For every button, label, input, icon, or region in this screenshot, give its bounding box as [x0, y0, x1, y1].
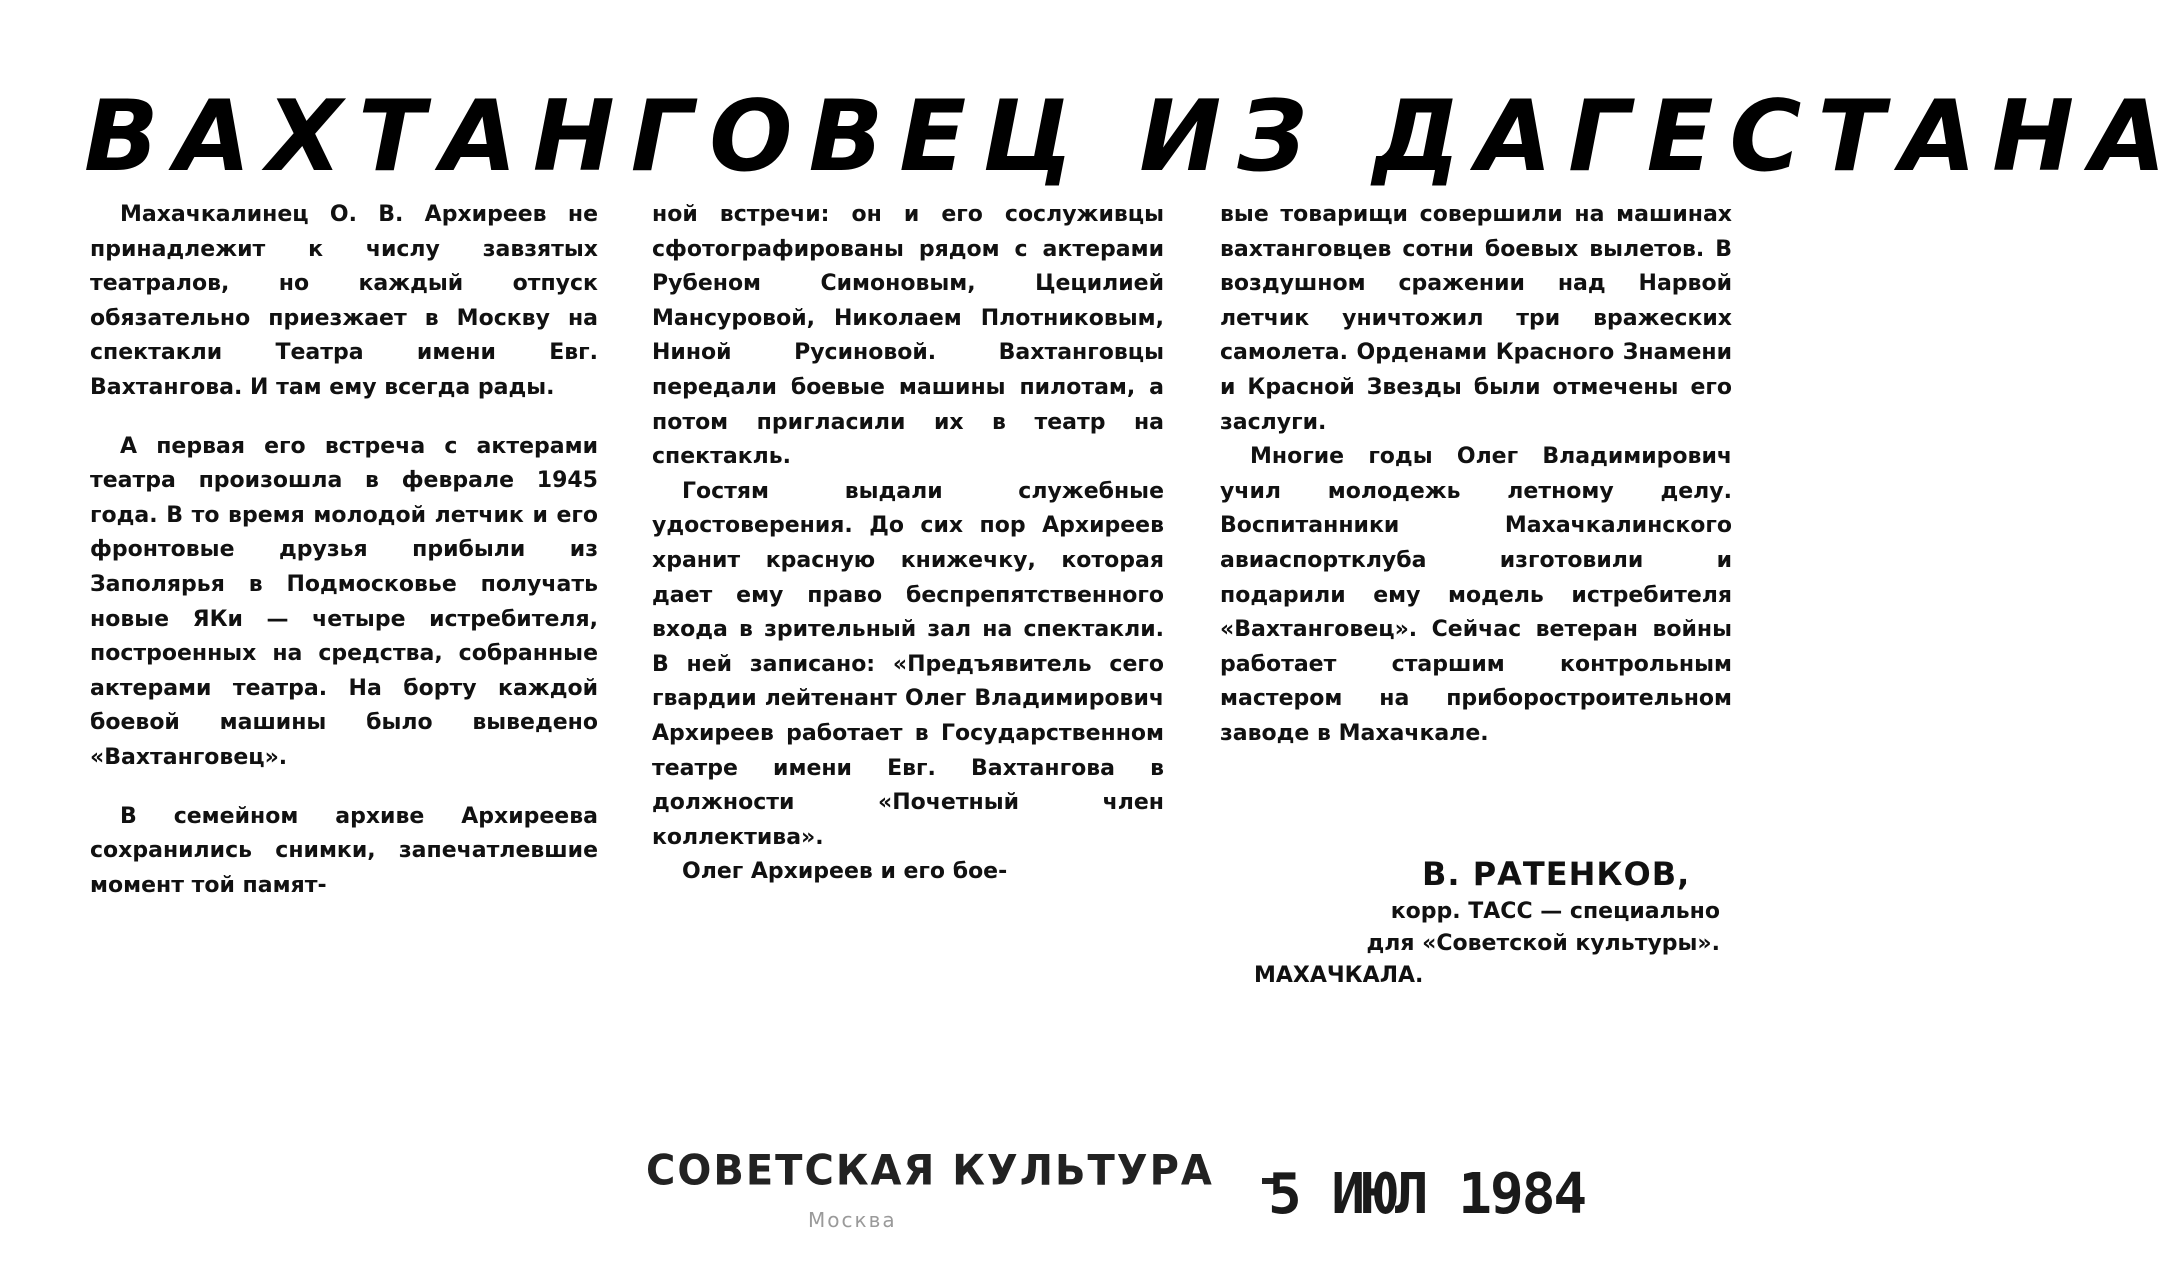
- article-column-1: [90, 198, 598, 903]
- date-stamp: 5 ИЮЛ 1984: [1268, 1162, 1586, 1227]
- byline-city: МАХАЧКАЛА.: [1254, 963, 1424, 988]
- article-column-2: [652, 198, 1164, 890]
- newspaper-stamp: СОВЕТСКАЯ КУЛЬТУРА: [646, 1146, 1214, 1196]
- paragraph-first-meeting: А первая его встреча с актерами театра произошла в феврале 1945 года. В то время молодой летчик и его фронтовые друзья прибыли из Заполярья в Подмосковье получать новые ЯКи — четыре истребителя, построенных на средства, собранные актерами театра. На борту каждой боевой машины было выведено «Вахтанговец».: [90, 433, 598, 770]
- paragraph-photos-continued: ной встречи: он и его сослуживцы сфотографированы рядом с актерами Рубеном Симоновым, Цецилией Мансуровой, Николаем Плотниковым, Ниной Русиновой. Вахтанговцы передали боевые машины пилотам, а потом пригласили их в театр на спектакль.: [652, 202, 1164, 470]
- paragraph-intro: Махачкалинец О. В. Архиреев не принадлежит к числу завзятых театралов, но каждый отпуск обязательно приезжает в Москву на спектакли Театра имени Евг. Вахтангова. И там ему всегда рады.: [90, 202, 598, 400]
- paragraph-teaching: Многие годы Олег Владимирович учил молодежь летному делу. Воспитанники Махачкалинского авиаспортклуба изготовили и подарили ему модель истребителя «Вахтанговец». Сейчас ветеран войны работает старшим контрольным мастером на приборостроительном заводе в Махачкале.: [1220, 444, 1732, 746]
- byline-author: В. РАТЕНКОВ,: [1422, 855, 1691, 893]
- byline-agency: корр. ТАСС — специально: [1390, 899, 1720, 924]
- paragraph-comrades: Олег Архиреев и его бое-: [682, 859, 1008, 885]
- article-column-3: [1220, 198, 1732, 752]
- paragraph-family-archive: В семейном архиве Архиреева сохранились снимки, запечатлевшие момент той памят-: [90, 803, 598, 898]
- paragraph-certificates: Гостям выдали служебные удостоверения. До сих пор Архиреев хранит красную книжечку, которая дает ему право беспрепятственного входа в зрительный зал на спектакли. В ней записано: «Предъявитель сего гвардии лейтенант Олег Владимирович Архиреев работает в Государственном театре имени Евг. Вахтангова в должности «Почетный член коллектива».: [652, 478, 1164, 850]
- newspaper-stamp-city: Москва: [808, 1208, 897, 1232]
- byline-publication: для «Советской культуры».: [1366, 931, 1720, 956]
- article-headline: ВАХТАНГОВЕЦ ИЗ ДАГЕСТАНА: [84, 80, 2182, 194]
- paragraph-combat-continued: вые товарищи совершили на машинах вахтанговцев сотни боевых вылетов. В воздушном сражении над Нарвой летчик уничтожил три вражеских самолета. Орденами Красного Знамени и Красной Звезды были отмечены его заслуги.: [1220, 202, 1732, 435]
- byline: [1240, 852, 1720, 992]
